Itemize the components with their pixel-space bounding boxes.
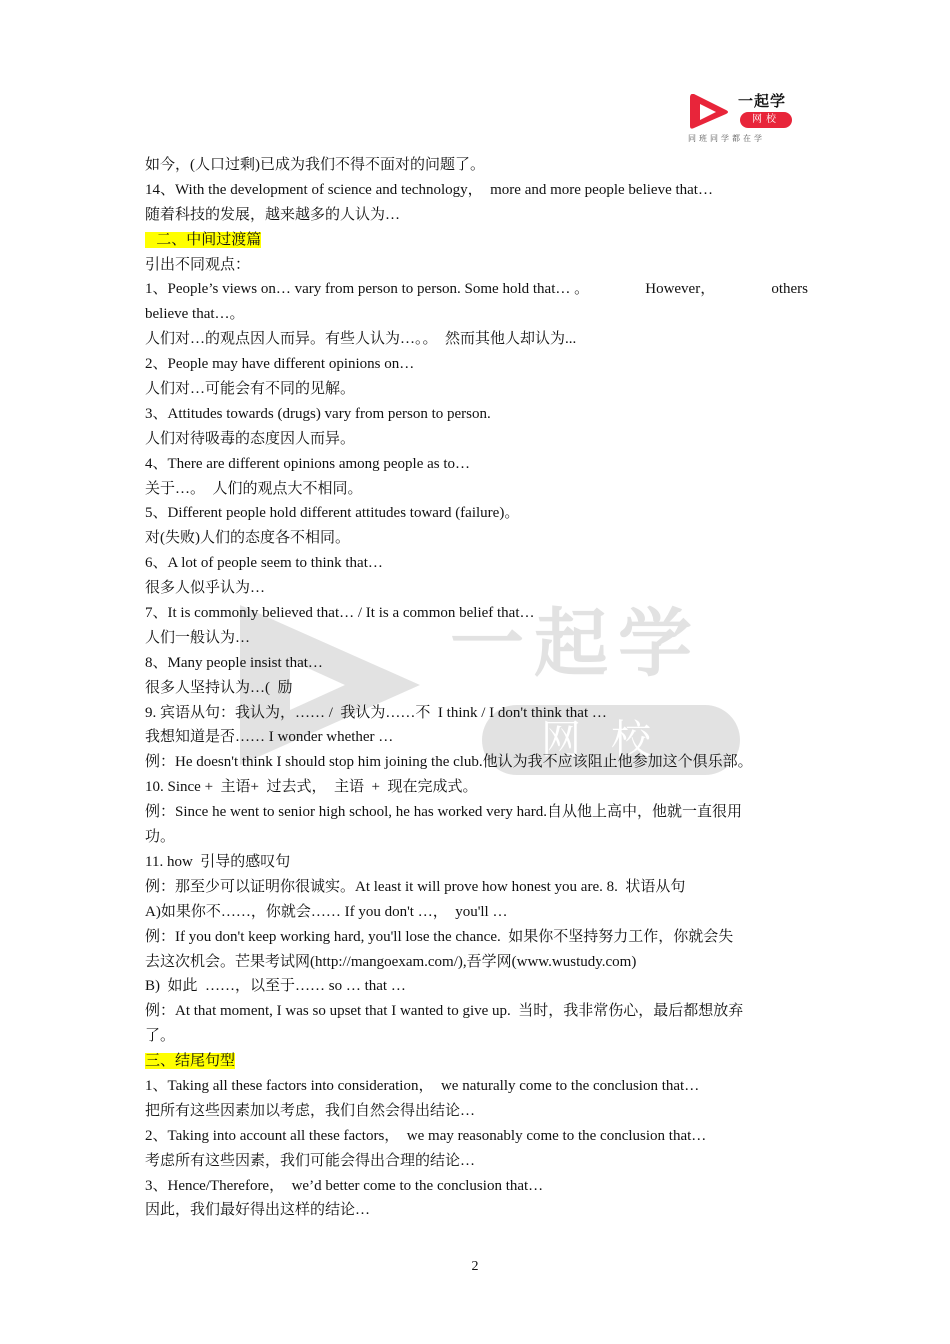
text-line: 了。: [145, 1028, 176, 1045]
text-line: 例：那至少可以证明你很诚实。At least it will prove how honest you are. 8. 状语从句: [145, 878, 686, 895]
text-line: 考虑所有这些因素，我们可能会得出合理的结论…: [145, 1152, 476, 1169]
text-line: 例：If you don't keep working hard, you'll lose the chance. 如果你不坚持努力工作，你就会失: [145, 928, 734, 945]
text-line: 如今，(人口过剩)已成为我们不得不面对的问题了。: [145, 157, 485, 173]
text-line: 人们对…的观点因人而异。有些人认为…。。 然而其他人却认为...: [145, 331, 577, 348]
text-line: 随着科技的发展，越来越多的人认为…: [145, 206, 401, 223]
text-line: 人们一般认为…: [145, 629, 251, 646]
text-line: 去这次机会。芒果考试网(http://mangoexam.com/),吾学网(www.wustudy.com): [145, 953, 637, 970]
text-line: 2、People may have different opinions on…: [145, 356, 415, 373]
document-body: [145, 153, 808, 1223]
text-line: 3、Attitudes towards (drugs) vary from person to person.: [145, 405, 491, 422]
text-line: believe that…。: [145, 306, 245, 323]
text-line: 4、There are different opinions among people as to…: [145, 455, 471, 472]
logo: [686, 88, 806, 148]
text-line: 把所有这些因素加以考虑，我们自然会得出结论…: [145, 1102, 476, 1119]
text-line: 关于…。 人们的观点大不相同。: [145, 480, 363, 497]
play-logo-icon: [686, 90, 732, 134]
text-line: B) 如此 ……，以至于…… so … that …: [145, 978, 406, 995]
text-segment: 1、People’s views on… vary from person to person. Some hold that… 。: [145, 281, 590, 298]
logo-tagline: 同班同学都在学: [688, 134, 765, 143]
text-line: 10. Since + 主语+ 过去式， 主语 + 现在完成式。: [145, 779, 478, 796]
text-line: 例：He doesn't think I should stop him joining the club.他认为我不应该阻止他参加这个俱乐部。: [145, 754, 753, 771]
text-line: 对(失败)人们的态度各不相同。: [145, 530, 350, 547]
text-line: 因此，我们最好得出这样的结论…: [145, 1202, 371, 1219]
logo-pill: 网校: [740, 112, 792, 128]
section-heading-transition: [145, 228, 808, 253]
page-number: 2: [471, 1259, 479, 1274]
section-heading-closing: [145, 1049, 808, 1074]
text-line: 3、Hence/Therefore， we’d better come to the conclusion that…: [145, 1177, 544, 1194]
text-line-justified: [145, 277, 808, 302]
text-line: 2、Taking into account all these factors， we may reasonably come to the conclusion that…: [145, 1127, 707, 1144]
watermark-title: 一起学: [450, 601, 702, 687]
text-line: A)如果你不……，你就会…… If you don't …， you'll …: [145, 903, 508, 920]
text-line: 功。: [145, 829, 176, 846]
text-line: 11. how 引导的感叹句: [145, 853, 291, 870]
section-heading-text: 三、结尾句型: [145, 1053, 236, 1070]
text-line: 14、With the development of science and technology， more and more people believe that…: [145, 181, 713, 198]
text-line: 5、Different people hold different attitudes toward (failure)。: [145, 505, 520, 522]
text-line: 很多人坚持认为…( 励: [145, 679, 293, 696]
text-line: 8、Many people insist that…: [145, 654, 323, 671]
watermark-pill: 网校: [482, 705, 740, 775]
text-line: 我想知道是否…… I wonder whether …: [145, 729, 394, 746]
text-line: 例：At that moment, I was so upset that I wanted to give up. 当时，我非常伤心，最后都想放弃: [145, 1003, 744, 1020]
text-line: 引出不同观点：: [145, 256, 251, 273]
text-segment: others: [771, 281, 808, 298]
text-line: 6、A lot of people seem to think that…: [145, 555, 383, 572]
text-line: 9. 宾语从句：我认为，…… / 我认为……不 I think / I don't think that …: [145, 704, 607, 721]
text-line: 7、It is commonly believed that… / It is a common belief that…: [145, 605, 535, 622]
text-line: 人们对待吸毒的态度因人而异。: [145, 430, 356, 447]
text-line: 人们对…可能会有不同的见解。: [145, 381, 356, 398]
text-segment: However，: [645, 281, 716, 298]
text-line: 1、Taking all these factors into consideration， we naturally come to the conclusion that…: [145, 1077, 700, 1094]
text-line: 很多人似乎认为…: [145, 580, 266, 597]
section-heading-text: 二、中间过渡篇: [145, 231, 262, 248]
logo-title: 一起学: [738, 92, 787, 110]
text-line: 例：Since he went to senior high school, he has worked very hard.自从他上高中，他就一直很用: [145, 804, 742, 821]
